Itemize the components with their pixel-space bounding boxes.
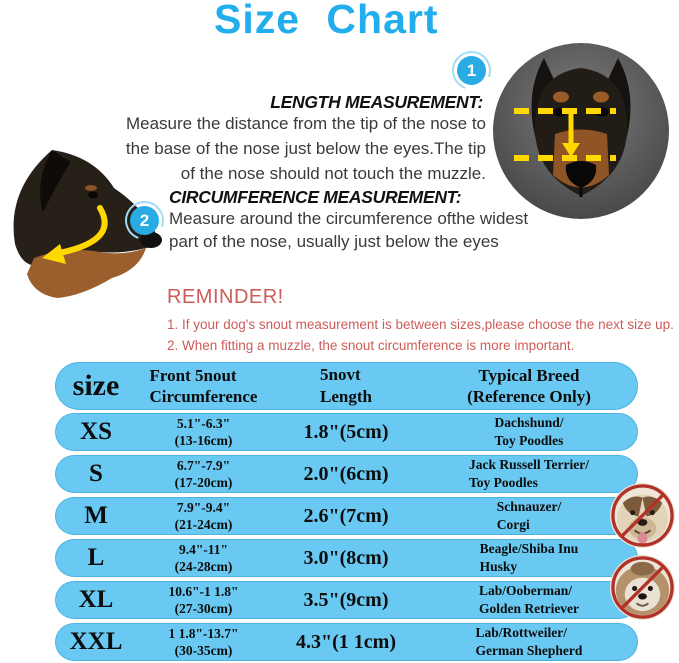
cell-breed: [421, 624, 637, 659]
header-breed-line2: (Reference Only): [467, 387, 591, 406]
reminder-heading: REMINDER!: [167, 286, 284, 308]
header-circumference: [136, 365, 271, 408]
size-row-xxl: [55, 623, 638, 661]
length-heading-text: LENGTH MEASUREMENT: [270, 92, 478, 112]
length-heading-colon: :: [477, 92, 483, 112]
cell-breed: [421, 414, 637, 449]
header-circumference-line1: Front 5nout: [149, 365, 237, 385]
length-instruction-line: the base of the nose just below the eyes.The tip: [125, 139, 486, 158]
circumference-instruction-line: part of the nose, usually just below the eyes: [169, 232, 499, 251]
cell-circumference: [136, 457, 271, 492]
circumference-inches: 10.6"-1 1.8": [168, 583, 239, 599]
circumference-cm: (27-30cm): [174, 601, 233, 616]
header-size: size: [72, 369, 120, 402]
breed-line1: Lab/Rottweiler/: [475, 625, 568, 641]
cell-length: 2.6"(7cm): [303, 504, 389, 527]
circumference-inches: 5.1"-6.3": [176, 415, 231, 431]
cell-breed: [421, 498, 637, 533]
circumference-instruction-line: Measure around the circumference ofthe widest: [169, 209, 529, 228]
cell-circumference: [136, 499, 271, 534]
page-title: Size Chart: [214, 0, 439, 42]
cell-length: 3.5"(9cm): [303, 588, 389, 611]
cell-length: 2.0"(6cm): [303, 462, 389, 485]
length-measurement-heading: [270, 92, 483, 113]
breed-line1: Dachshund/: [494, 415, 564, 431]
breed-line2: Toy Poodles: [494, 433, 564, 448]
breed-line1: Jack Russell Terrier/: [469, 457, 589, 473]
step-1-badge: [457, 56, 486, 85]
circumference-inches: 7.9"-9.4": [176, 499, 231, 515]
doberman-front-illustration: [492, 42, 670, 220]
breed-line1: Beagle/Shiba Inu: [479, 541, 579, 557]
circumference-inches: 1 1.8"-13.7": [168, 625, 239, 641]
cell-length: 4.3"(1 1cm): [296, 630, 396, 653]
cell-length: 3.0"(8cm): [303, 546, 389, 569]
circumference-cm: (17-20cm): [174, 475, 233, 490]
breed-line2: German Shepherd: [475, 643, 583, 658]
cell-breed: [421, 582, 637, 617]
size-row-l: [55, 539, 638, 577]
size-row-s: [55, 455, 638, 493]
cell-size: L: [87, 544, 105, 571]
circumference-measurement-heading: [169, 187, 461, 208]
length-measurement-text: [105, 111, 486, 186]
circumference-cm: (21-24cm): [174, 517, 233, 532]
breed-line1: Lab/Ooberman/: [478, 583, 572, 599]
cell-circumference: [136, 541, 271, 576]
breed-line1: Schnauzer/: [496, 499, 562, 515]
cell-circumference: [136, 583, 271, 618]
cell-circumference: [136, 625, 271, 660]
header-breed-line1: Typical Breed: [478, 365, 580, 385]
length-instruction-line: of the nose should not touch the muzzle.: [180, 164, 486, 183]
step-2-badge: [130, 206, 159, 235]
cell-size: XL: [78, 586, 114, 613]
circumference-cm: (30-35cm): [174, 643, 233, 658]
doberman-front-photo: [492, 42, 670, 220]
circumference-heading-colon: :: [455, 187, 462, 207]
size-row-xl: [55, 581, 638, 619]
cell-circumference: [136, 415, 271, 450]
reminder-item: 2. When fitting a muzzle, the snout circumference is more important.: [167, 338, 575, 353]
header-length: [271, 364, 421, 407]
bulldog-prohibited-photo: [609, 482, 676, 549]
reminder-block: [167, 286, 674, 356]
cell-size: M: [84, 502, 108, 529]
breed-line2: Toy Poodles: [469, 475, 538, 490]
circumference-cm: (24-28cm): [174, 559, 233, 574]
shih-tzu-prohibited-photo: [609, 554, 676, 621]
circumference-heading-text: CIRCUMFERENCE MEASUREMENT: [169, 187, 456, 207]
breed-line2: Golden Retriever: [478, 601, 580, 616]
no-long-hair-face-dog-icon: [609, 554, 676, 621]
cell-length: 1.8"(5cm): [303, 420, 389, 443]
length-instruction-line: Measure the distance from the tip of the nose to: [125, 114, 486, 133]
header-length-line1: 5novt: [320, 365, 361, 385]
size-table-header: [55, 362, 638, 410]
header-breed: [421, 365, 637, 408]
no-flat-nose-dog-icon: [609, 482, 676, 549]
size-row-xs: [55, 413, 638, 451]
circumference-cm: (13-16cm): [174, 433, 233, 448]
step-1-number: 1: [466, 60, 477, 80]
circumference-measurement-text: [169, 207, 528, 253]
cell-size: XXL: [69, 628, 123, 655]
breed-line2: Corgi: [496, 517, 530, 532]
cell-breed: [421, 456, 637, 491]
reminder-item: 1. If your dog's snout measurement is between sizes,please choose the next size up.: [167, 317, 674, 332]
cell-breed: [421, 540, 637, 575]
breed-line2: Husky: [479, 559, 518, 574]
step-2-number: 2: [139, 210, 150, 230]
header-length-line2: Length: [320, 386, 372, 406]
size-row-m: [55, 497, 638, 535]
cell-size: XS: [80, 418, 112, 445]
cell-size: S: [89, 460, 103, 487]
header-circumference-line2: Circumference: [149, 387, 258, 406]
circumference-inches: 9.4"-11": [178, 541, 229, 557]
circumference-inches: 6.7"-7.9": [176, 457, 231, 473]
